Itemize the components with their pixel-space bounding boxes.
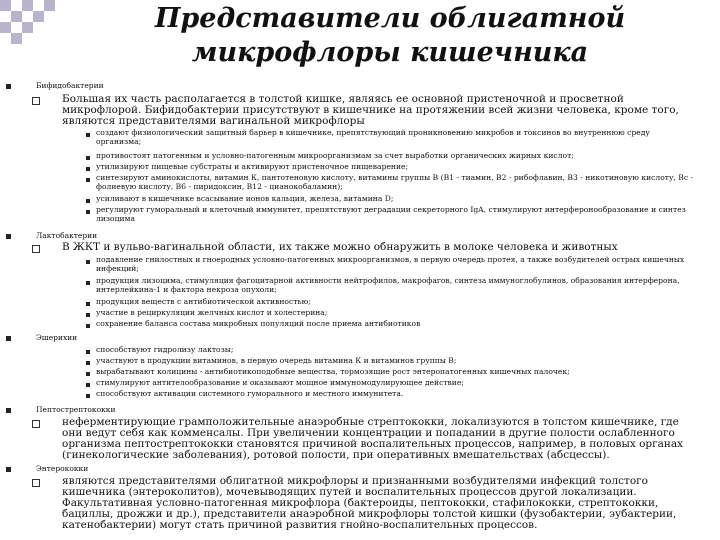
- section-text: являются представителями облигатной микрофлоры и признанными возбудителями инфекций толстого кишечника (энтероколитов), мочевыводящих путей и воспалительных процессов другой локализации. Факультативная условно-патогенная микрофлора (бактероиды, пептококки, стафилококки, стрептококки, бациллы, дрожжи и др.), представители анаэробной микрофлоры толстой кишки (фузобактерии, эубактерии, катенобактерии) могут стать причиной развития гнойно-воспалительных процессов.: [62, 475, 677, 531]
- bullet-icon: [86, 178, 90, 182]
- bullet-icon: [6, 408, 11, 413]
- checkbox-bullet-icon: [32, 479, 40, 487]
- list-item: создают физиологический защитный барьер в кишечнике, препятствующий проникновению микробов и токсинов во внутреннюю среду организма;: [96, 128, 650, 146]
- bullet-icon: [86, 350, 90, 354]
- list-item: усиливают в кишечнике всасывание ионов кальция, железа, витамина D;: [96, 194, 394, 203]
- list-item: регулируют гуморальный и клеточный иммунитет, препятствуют деградации секреторного IgA, стимулируют интерферонообразование и синтез лизоцима: [96, 205, 686, 223]
- bullet-icon: [86, 260, 90, 264]
- checkbox-bullet-icon: [32, 97, 40, 105]
- list-item: способствуют активации системного гуморального и местного иммунитета.: [96, 389, 404, 398]
- bullet-icon: [86, 383, 90, 387]
- bullet-icon: [86, 210, 90, 214]
- list-item: способствуют гидролизу лактозы;: [96, 345, 234, 354]
- bullet-icon: [86, 302, 90, 306]
- list-item: продукция веществ с антибиотической активностью;: [96, 297, 311, 306]
- section-text: Большая их часть располагается в толстой кишке, являясь ее основной пристеночной и просветной микрофлорой. Бифидобактерии присутствуют в кишечнике на протяжении всей жизни человека, кроме того, являются представителями вагинальной микрофлоры: [62, 93, 679, 127]
- bullet-icon: [86, 281, 90, 285]
- bullet-icon: [6, 467, 11, 472]
- bullet-icon: [86, 133, 90, 137]
- bullet-icon: [6, 84, 11, 89]
- bullet-icon: [86, 199, 90, 203]
- list-item: продукция лизоцима, стимуляция фагоцитарной активности нейтрофилов, макрофагов, синтеза иммуноглобулинов, образования интерферона, интерлейкина-1 и фактора некроза опухоли;: [96, 276, 680, 294]
- section-heading: Лактобактерии: [36, 231, 98, 240]
- list-item: стимулируют антителообразование и оказывают мощное иммуномодулирующее действие;: [96, 378, 464, 387]
- checkbox-bullet-icon: [32, 245, 40, 253]
- list-item: вырабатывают колицины - антибиотикоподобные вещества, тормозящие рост энтеропатогенных кишечных палочек;: [96, 367, 570, 376]
- checkbox-bullet-icon: [32, 420, 40, 428]
- bullet-icon: [86, 324, 90, 328]
- bullet-icon: [86, 167, 90, 171]
- bullet-icon: [86, 361, 90, 365]
- list-item: утилизируют пищевые субстраты и активируют пристеночное пищеварение;: [96, 162, 409, 171]
- bullet-icon: [86, 156, 90, 160]
- section-heading: Энтерококки: [36, 464, 89, 473]
- bullet-icon: [86, 394, 90, 398]
- bullet-icon: [86, 313, 90, 317]
- section-heading: Бифидобактерии: [36, 81, 104, 90]
- list-item: сохранение баланса состава микробных популяций после приема антибиотиков: [96, 319, 421, 328]
- list-item: участие в рециркуляции желчных кислот и холестерина;: [96, 308, 328, 317]
- bullet-icon: [6, 234, 11, 239]
- bullet-icon: [6, 336, 11, 341]
- page-title: Представители облигатной микрофлоры кишечника: [154, 3, 626, 68]
- list-item: подавление гнилостных и гноеродных условно-патогенных микроорганизмов, в первую очередь протея, а также возбудителей острых кишечных инфекций;: [96, 255, 685, 273]
- section-heading: Эшерихии: [36, 333, 78, 342]
- section-heading: Пептострептококки: [36, 405, 116, 414]
- list-item: синтезируют аминокислоты, витамин К, пантотеновую кислоту, витамины группы В (В1 - тиамин, В2 - рибофлавин, В3 - никотиновую кислоту, Вс - фолиевую кислоту, В6 - пиридоксин, В12 - цианокобаламин);: [96, 173, 694, 191]
- bullet-icon: [86, 372, 90, 376]
- section-text: В ЖКТ и вульво-вагинальной области, их также можно обнаружить в молоке человека и животных: [62, 241, 618, 253]
- list-item: участвуют в продукции витаминов, в первую очередь витамина К и витаминов группы В;: [96, 356, 457, 365]
- section-text: неферментирующие грамположительные анаэробные стрептококки, локализуются в толстом кишечнике, где они ведут себя как комменсалы. При увеличении концентрации и попадании в другие полости ослабленного организма пептострептококки становятся причиной воспалительных процессов, например, в половых органах (гинекологические заболевания), ротовой полости, при оперативных вмешательствах (абсцессы).: [62, 416, 684, 461]
- list-item: противостоят патогенным и условно-патогенным микроорганизмам за счет выработки органических жирных кислот;: [96, 151, 574, 160]
